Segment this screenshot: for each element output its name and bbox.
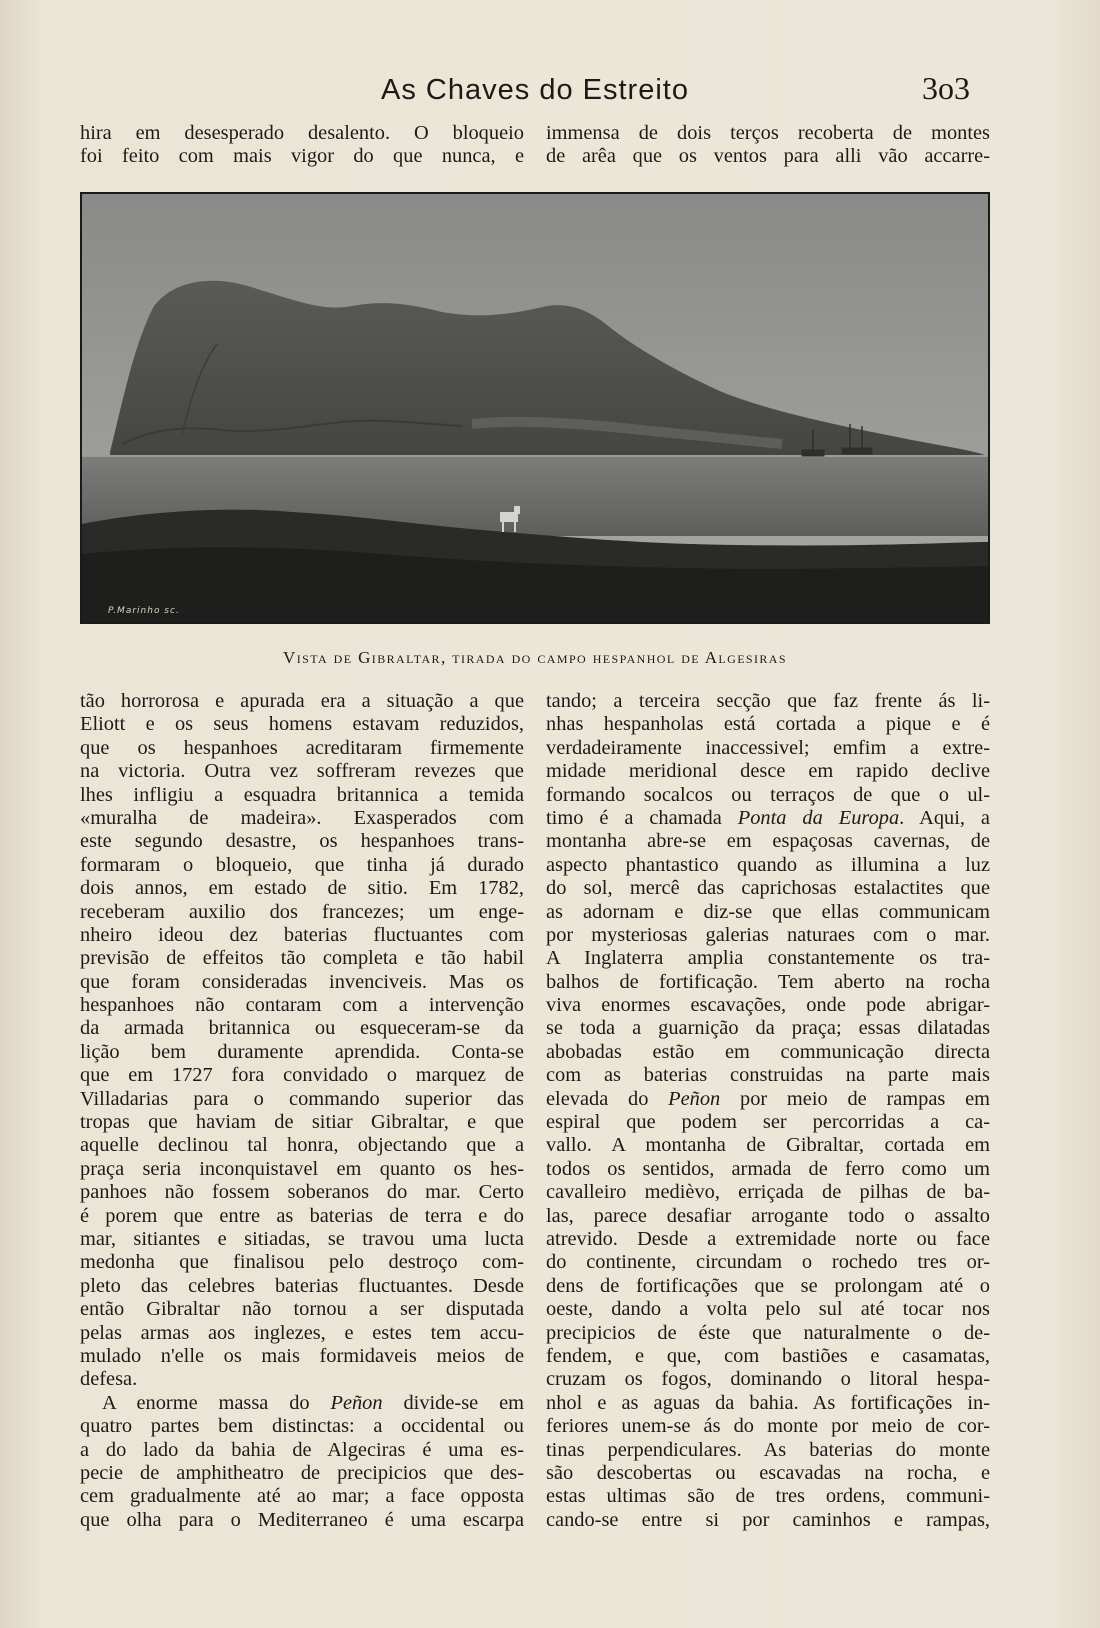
right-column [546, 690, 990, 1532]
text-line: espiral que podem ser percorridas a ca- [546, 1111, 990, 1134]
text-line: que foram consideradas invenciveis. Mas os [80, 970, 524, 993]
text-line: tinas perpendiculares. As baterias do monte [546, 1438, 990, 1461]
top-right-column [546, 122, 990, 169]
text-line: las, parece desafiar arrogante todo o assalto [546, 1204, 990, 1227]
text-line: se toda a guarnição da praça; essas dilatadas [546, 1017, 990, 1040]
running-head [80, 70, 990, 114]
text-line: aspecto phantastico quando as illumina a luz [546, 853, 990, 876]
text-line: Villadarias para o commando superior das [80, 1087, 524, 1110]
text-line: pleto das celebres baterias fluctuantes. Desde [80, 1274, 524, 1297]
text-line: balhos de fortificação. Tem aberto na rocha [546, 970, 990, 993]
text-line: immensa de dois terços recoberta de montes [546, 122, 990, 144]
text-line: receberam auxilio dos francezes; um enge- [80, 900, 524, 923]
text-line: previsão de effeitos tão completa e tão habil [80, 947, 524, 970]
text-line: dens de fortificações que se prolongam até o [546, 1274, 990, 1297]
text-line: formando socalcos ou terraços de que o ul- [546, 783, 990, 806]
text-line: praça seria inconquistavel em quanto os hes- [80, 1157, 524, 1180]
text-line: abobadas estão em communicação directa [546, 1040, 990, 1063]
top-left-column [80, 122, 524, 169]
text-line: cruzam os fogos, dominando o litoral hespa- [546, 1368, 990, 1391]
text-line: atrevido. Desde a extremidade norte ou face [546, 1227, 990, 1250]
text-line: feriores unem-se ás do monte por meio de cor- [546, 1415, 990, 1438]
text-line: é porem que entre as baterias de terra e do [80, 1204, 524, 1227]
text-line: timo é a chamada Ponta da Europa. Aqui, a [546, 806, 990, 829]
text-line: da armada britannica ou esqueceram-se da [80, 1017, 524, 1040]
text-line: elevada do Peñon por meio de rampas em [546, 1087, 990, 1110]
text-line: este segundo desastre, os hespanhoes trans- [80, 830, 524, 853]
text-line: dois annos, em estado de sitio. Em 1782, [80, 877, 524, 900]
text-line: foi feito com mais vigor do que nunca, e [80, 145, 524, 168]
figure-caption: Vista de Gibraltar, tirada do campo hespanhol de Algesiras [283, 648, 787, 667]
text-line: aquelle declinou tal honra, objectando que a [80, 1134, 524, 1157]
text-line: tando; a terceira secção que faz frente ás li- [546, 690, 990, 712]
text-line: nheiro ideou dez baterias fluctuantes com [80, 923, 524, 946]
text-line: nhol e as aguas da bahia. As fortificações in- [546, 1391, 990, 1414]
text-line: montanha abre-se em espaçosas cavernas, de [546, 830, 990, 853]
text-line: vallo. A montanha de Gibraltar, cortada em [546, 1134, 990, 1157]
top-text-block [80, 122, 990, 170]
text-line: todos os sentidos, armada de ferro como um [546, 1157, 990, 1180]
page-title: As Chaves do Estreito [381, 74, 689, 106]
text-line: são descobertas ou escavadas na rocha, e [546, 1461, 990, 1484]
text-line: na victoria. Outra vez soffreram revezes que [80, 760, 524, 783]
text-line: lhes infligiu a esquadra britannica a temida [80, 783, 524, 806]
text-line: com as baterias construidas na parte mais [546, 1064, 990, 1087]
text-line: medonha que finalisou pelo destroço com- [80, 1251, 524, 1274]
text-line: viva enormes escavações, onde pode abrigar- [546, 994, 990, 1017]
gibraltar-engraving [82, 194, 988, 622]
gibraltar-photograph [80, 192, 990, 624]
text-line: pecie de amphitheatro de precipicios que des- [80, 1461, 524, 1484]
text-line: midade meridional desce em rapido declive [546, 760, 990, 783]
text-line: as adornam e diz-se que ellas communicam [546, 900, 990, 923]
text-line: precipicios de éste que naturalmente o de- [546, 1321, 990, 1344]
text-line: do continente, circundam o rochedo tres or- [546, 1251, 990, 1274]
text-line: a do lado da bahia de Algeciras é uma es- [80, 1438, 524, 1461]
text-line: formaram o bloqueio, que tinha já durado [80, 853, 524, 876]
text-line: hira em desesperado desalento. O bloqueio [80, 122, 524, 144]
text-line: «muralha de madeira». Exasperados com [80, 806, 524, 829]
text-line: pelas armas aos inglezes, e estes tem accu- [80, 1321, 524, 1344]
text-line: que em 1727 fora convidado o marquez de [80, 1064, 524, 1087]
text-line: panhoes não fossem soberanos do mar. Certo [80, 1181, 524, 1204]
text-line: verdadeiramente inaccessivel; emfim a extre- [546, 736, 990, 759]
engraver-signature: P.Marinho sc. [108, 606, 180, 616]
text-line: de arêa que os ventos para alli vão accarre- [546, 145, 990, 168]
text-line: nhas hespanholas está cortada a pique e é [546, 713, 990, 736]
text-line: cando-se entre si por caminhos e rampas, [546, 1508, 990, 1531]
text-line: hespanhoes não contaram com a intervenção [80, 994, 524, 1017]
text-line: tão horrorosa e apurada era a situação a que [80, 690, 524, 712]
text-line: então Gibraltar não tornou a ser disputada [80, 1298, 524, 1321]
text-line: do sol, mercê das caprichosas estalactites que [546, 877, 990, 900]
text-line: oeste, dando a volta pelo sul até tocar nos [546, 1298, 990, 1321]
text-line: cem gradualmente até ao mar; a face opposta [80, 1485, 524, 1508]
text-line: cavalleiro medièvo, erriçada de pilhas de ba- [546, 1181, 990, 1204]
text-line: quatro partes bem distinctas: a occidental ou [80, 1415, 524, 1438]
text-line: mulado n'elle os mais formidaveis meios de [80, 1344, 524, 1367]
body-text [80, 690, 990, 1570]
text-line: mar, sitiantes e sitiadas, se travou uma lucta [80, 1227, 524, 1250]
text-line: por mysteriosas galerias naturaes com o mar. [546, 923, 990, 946]
text-line: A enorme massa do Peñon divide-se em [102, 1391, 524, 1414]
text-line: que olha para o Mediterraneo é uma escarpa [80, 1508, 524, 1531]
text-line: que os hespanhoes acreditaram firmemente [80, 736, 524, 759]
text-line: fendem, e que, com bastiões e casamatas, [546, 1344, 990, 1367]
text-line: tropas que haviam de sitiar Gibraltar, e que [80, 1111, 524, 1134]
text-line: defesa. [80, 1368, 138, 1391]
left-column [80, 690, 524, 1532]
text-line: Eliott e os seus homens estavam reduzidos, [80, 713, 524, 736]
text-line: estas ultimas são de tres ordens, communi- [546, 1485, 990, 1508]
text-line: lição bem duramente aprendida. Conta-se [80, 1040, 524, 1063]
text-line: A Inglaterra amplia constantemente os tra- [546, 947, 990, 970]
page-number: 3o3 [922, 70, 970, 106]
